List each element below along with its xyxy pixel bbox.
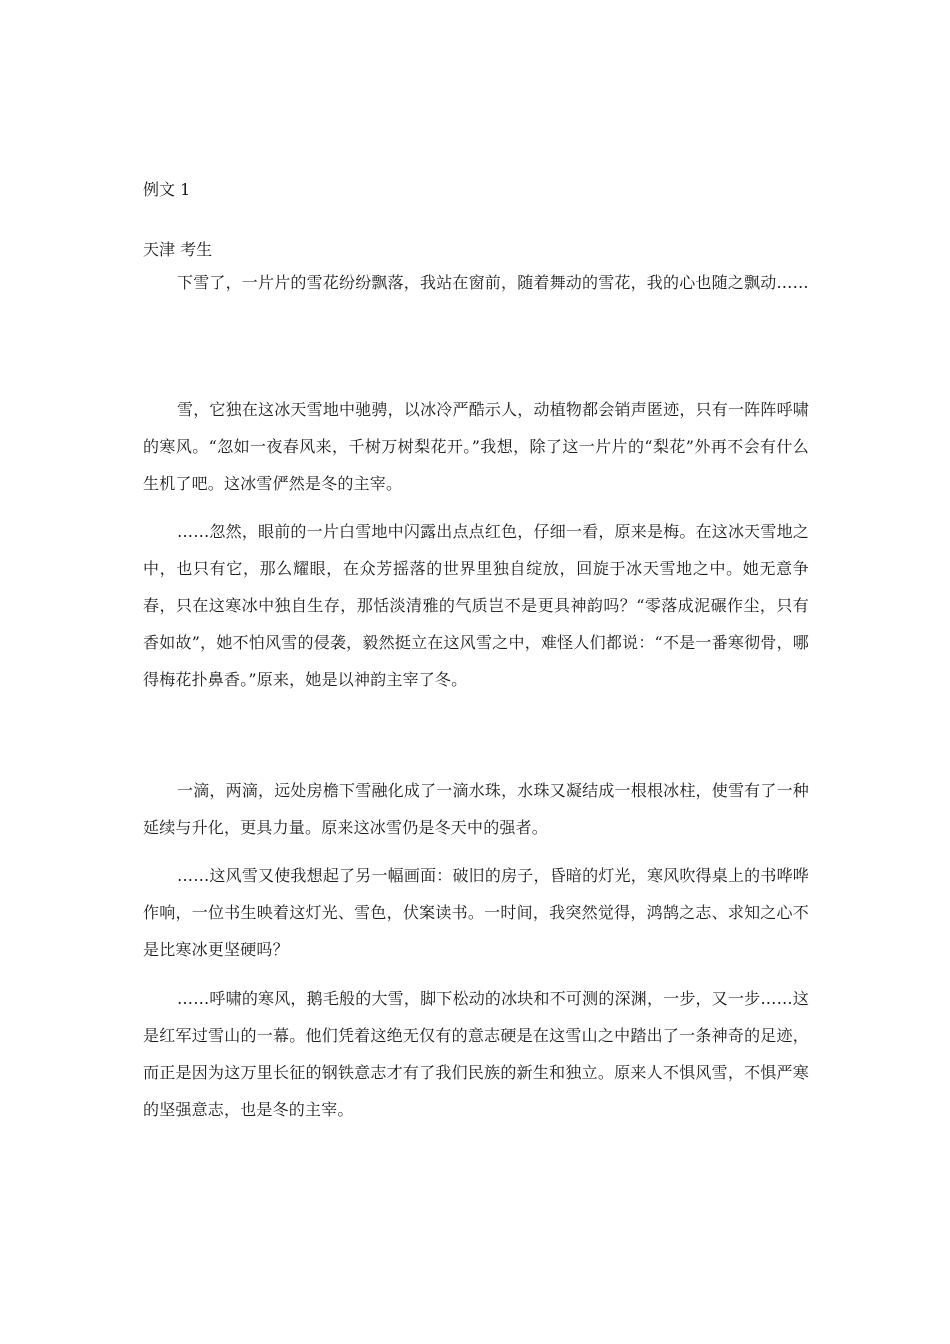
paragraph-4: 一滴，两滴，远处房檐下雪融化成了一滴水珠，水珠又凝结成一根根冰柱，使雪有了一种延续与升化，更具力量。原来这冰雪仍是冬天中的强者。 <box>143 781 809 837</box>
author-line: 天津 考生 <box>143 240 213 259</box>
paragraph-5: ……这风雪又使我想起了另一幅画面：破旧的房子，昏暗的灯光，寒风吹得桌上的书哗哗作响，一位书生映着这灯光、雪色，伏案读书。一时间，我突然觉得，鸿鹄之志、求知之心不是比寒冰更坚硬吗？ <box>143 866 809 959</box>
paragraph-6: ……呼啸的寒风，鹅毛般的大雪，脚下松动的冰块和不可测的深渊，一步，又一步……这是红军过雪山的一幕。他们凭着这绝无仅有的意志硬是在这雪山之中踏出了一条神奇的足迹，而正是因为这万里长征的钢铁意志才有了我们民族的新生和独立。原来人不惧风雪，不惧严寒的坚强意志，也是冬的主宰。 <box>143 989 809 1119</box>
paragraph-3: ……忽然，眼前的一片白雪地中闪露出点点红色，仔细一看，原来是梅。在这冰天雪地之中，也只有它，那么耀眼，在众芳摇落的世界里独自绽放，回旋于冰天雪地之中。她无意争春，只在这寒冰中独自生存，那恬淡清雅的气质岂不是更具神韵吗？“零落成泥碾作尘，只有香如故”，她不怕风雪的侵袭，毅然挺立在这风雪之中，难怪人们都说：“不是一番寒彻骨，哪得梅花扑鼻香。”原来，她是以神韵主宰了冬。 <box>143 522 809 689</box>
paragraph-2: 雪，它独在这冰天雪地中驰骋，以冰冷严酷示人，动植物都会销声匿迹，只有一阵阵呼啸的寒风。“忽如一夜春风来，千树万树梨花开。”我想，除了这一片片的“梨花”外再不会有什么生机了吧。这冰雪俨然是冬的主宰。 <box>143 400 809 493</box>
document-title: 例文 1 <box>143 180 191 199</box>
paragraph-1: 下雪了，一片片的雪花纷纷飘落，我站在窗前，随着舞动的雪花，我的心也随之飘动…… <box>177 273 809 292</box>
